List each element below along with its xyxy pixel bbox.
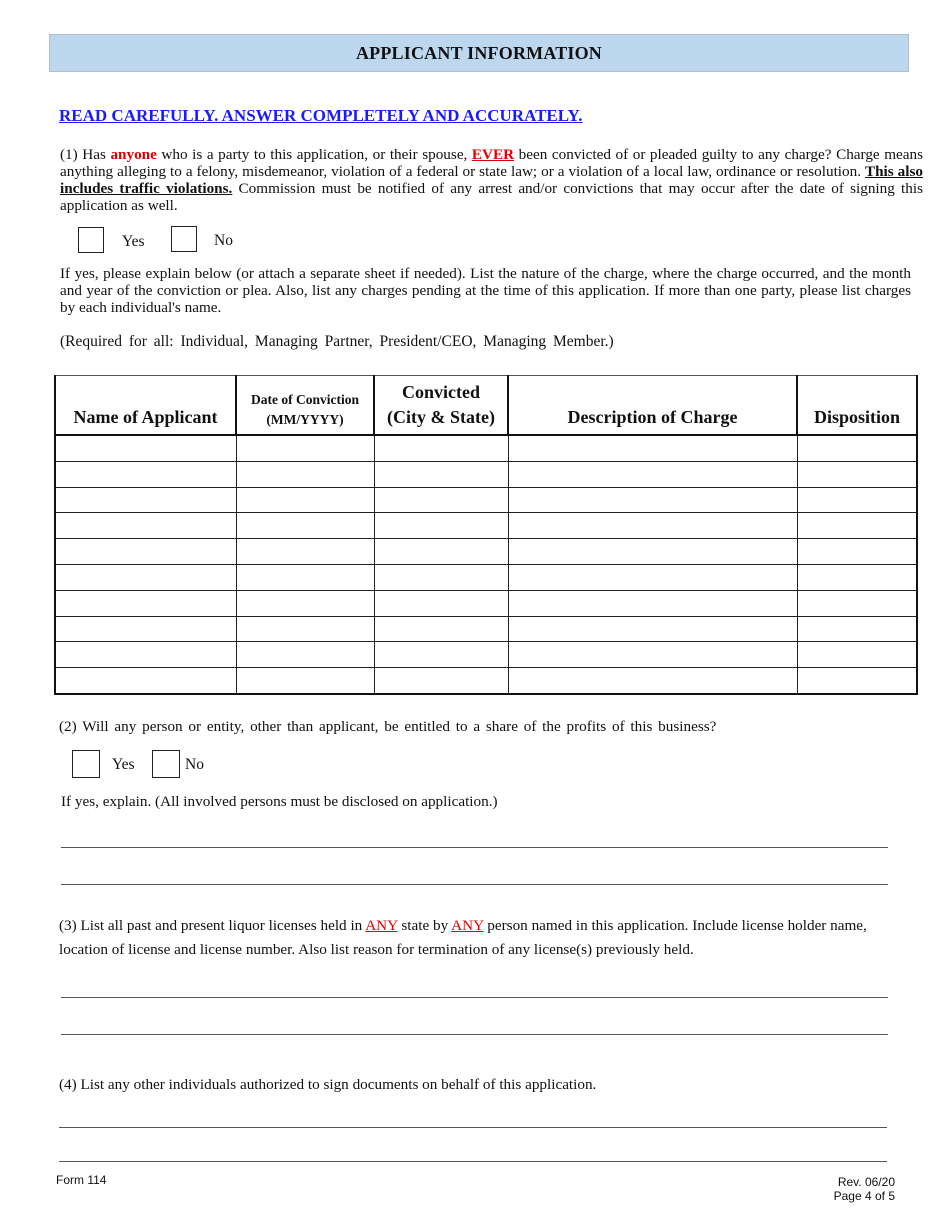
table-row xyxy=(55,435,917,461)
cell-description[interactable] xyxy=(508,539,797,565)
cell-description[interactable] xyxy=(508,642,797,668)
convictions-table xyxy=(54,375,918,695)
q2-yes-checkbox[interactable] xyxy=(72,750,100,778)
q1-no-checkbox[interactable] xyxy=(171,226,197,252)
table-row xyxy=(55,616,917,642)
cell-description[interactable] xyxy=(508,668,797,694)
cell-name[interactable] xyxy=(55,513,236,539)
col-header-description: Description of Charge xyxy=(508,376,797,436)
cell-convicted[interactable] xyxy=(374,513,508,539)
table-row xyxy=(55,539,917,565)
q3-answer-line-2[interactable] xyxy=(61,1034,888,1035)
cell-description[interactable] xyxy=(508,487,797,513)
q1-explain-text: If yes, please explain below (or attach a separate sheet if needed). List the nature of the charge, where the charge occurred, and the month and year of the conviction or plea. Also, list any charges pending at the time of this application. If more than one party, please list charges by each individual's name. xyxy=(60,265,911,316)
cell-disposition[interactable] xyxy=(797,487,917,513)
cell-description[interactable] xyxy=(508,564,797,590)
q2-yes-label: Yes xyxy=(112,756,135,773)
cell-disposition[interactable] xyxy=(797,642,917,668)
cell-description[interactable] xyxy=(508,590,797,616)
table-row xyxy=(55,668,917,694)
cell-name[interactable] xyxy=(55,590,236,616)
footer-page: Page 4 of 5 xyxy=(833,1189,895,1203)
instruction-heading: READ CAREFULLY. ANSWER COMPLETELY AND ACCURATELY. xyxy=(59,106,583,125)
cell-disposition[interactable] xyxy=(797,513,917,539)
cell-description[interactable] xyxy=(508,435,797,461)
emphasis-any-2: ANY xyxy=(451,917,484,934)
cell-disposition[interactable] xyxy=(797,461,917,487)
table-row xyxy=(55,590,917,616)
q2-answer-line-2[interactable] xyxy=(61,884,888,885)
q1-yes-label: Yes xyxy=(122,233,145,250)
table-row xyxy=(55,513,917,539)
col-header-disposition: Disposition xyxy=(797,376,917,436)
q4-answer-line-2[interactable] xyxy=(59,1161,887,1162)
cell-convicted[interactable] xyxy=(374,564,508,590)
question-3-text: (3) List all past and present liquor licenses held in ANY state by ANY person named in this application. Include license holder name, location of license and license number. Also list reason for termination of any license(s) previously held. xyxy=(59,917,867,958)
question-1-text: (1) Has anyone who is a party to this application, or their spouse, EVER been convicted of or pleaded guilty to any charge? Charge means anything alleging to a felony, misdemeanor, violation of a federal or state law; or a violation of a local law, ordinance or resolution. This also includes traffic violations. Commission must be notified of any arrest and/or convictions that may occur after the date of signing this application as well. xyxy=(60,146,924,214)
table-row xyxy=(55,564,917,590)
col-header-date: Date of Conviction (MM/YYYY) xyxy=(236,376,374,436)
cell-convicted[interactable] xyxy=(374,487,508,513)
question-4-text: (4) List any other individuals authorized to sign documents on behalf of this application. xyxy=(59,1076,597,1093)
cell-convicted[interactable] xyxy=(374,461,508,487)
cell-name[interactable] xyxy=(55,564,236,590)
cell-convicted[interactable] xyxy=(374,539,508,565)
emphasis-anyone: anyone xyxy=(110,146,157,163)
col-header-name: Name of Applicant xyxy=(55,376,236,436)
cell-convicted[interactable] xyxy=(374,616,508,642)
section-title-banner xyxy=(49,34,909,72)
footer-revision: Rev. 06/20 xyxy=(837,1175,895,1189)
cell-description[interactable] xyxy=(508,461,797,487)
cell-name[interactable] xyxy=(55,642,236,668)
footer-form-number: Form 114 xyxy=(56,1173,107,1187)
emphasis-traffic: This also includes traffic violations. xyxy=(60,163,923,197)
col-header-convicted: Convicted (City & State) xyxy=(374,376,508,436)
section-title: APPLICANT INFORMATION xyxy=(355,42,603,63)
cell-date[interactable] xyxy=(236,668,374,694)
cell-convicted[interactable] xyxy=(374,590,508,616)
cell-disposition[interactable] xyxy=(797,564,917,590)
q1-no-label: No xyxy=(214,232,233,249)
cell-date[interactable] xyxy=(236,461,374,487)
cell-description[interactable] xyxy=(508,616,797,642)
cell-disposition[interactable] xyxy=(797,539,917,565)
question-2-text: (2) Will any person or entity, other than applicant, be entitled to a share of the profits of this business? xyxy=(59,718,717,735)
q2-no-label: No xyxy=(185,756,204,773)
table-row xyxy=(55,642,917,668)
cell-name[interactable] xyxy=(55,539,236,565)
q1-required-note: (Required for all: Individual, Managing Partner, President/CEO, Managing Member.) xyxy=(60,333,614,350)
emphasis-any-1: ANY xyxy=(365,917,398,934)
q1-yes-checkbox[interactable] xyxy=(78,227,104,253)
cell-date[interactable] xyxy=(236,435,374,461)
q3-answer-line-1[interactable] xyxy=(61,997,888,998)
table-row xyxy=(55,487,917,513)
cell-disposition[interactable] xyxy=(797,668,917,694)
cell-convicted[interactable] xyxy=(374,435,508,461)
cell-date[interactable] xyxy=(236,513,374,539)
q2-explain-text: If yes, explain. (All involved persons must be disclosed on application.) xyxy=(61,793,498,810)
cell-name[interactable] xyxy=(55,435,236,461)
cell-name[interactable] xyxy=(55,487,236,513)
cell-date[interactable] xyxy=(236,590,374,616)
cell-convicted[interactable] xyxy=(374,668,508,694)
cell-name[interactable] xyxy=(55,616,236,642)
q2-answer-line-1[interactable] xyxy=(61,847,888,848)
emphasis-ever: EVER xyxy=(471,146,515,163)
q4-answer-line-1[interactable] xyxy=(59,1127,887,1128)
cell-name[interactable] xyxy=(55,461,236,487)
cell-date[interactable] xyxy=(236,487,374,513)
cell-name[interactable] xyxy=(55,668,236,694)
table-row xyxy=(55,461,917,487)
cell-disposition[interactable] xyxy=(797,590,917,616)
cell-disposition[interactable] xyxy=(797,435,917,461)
cell-date[interactable] xyxy=(236,642,374,668)
cell-date[interactable] xyxy=(236,616,374,642)
cell-convicted[interactable] xyxy=(374,642,508,668)
q2-no-checkbox[interactable] xyxy=(152,750,180,778)
cell-date[interactable] xyxy=(236,539,374,565)
table-header-row xyxy=(55,376,917,436)
cell-description[interactable] xyxy=(508,513,797,539)
cell-disposition[interactable] xyxy=(797,616,917,642)
cell-date[interactable] xyxy=(236,564,374,590)
